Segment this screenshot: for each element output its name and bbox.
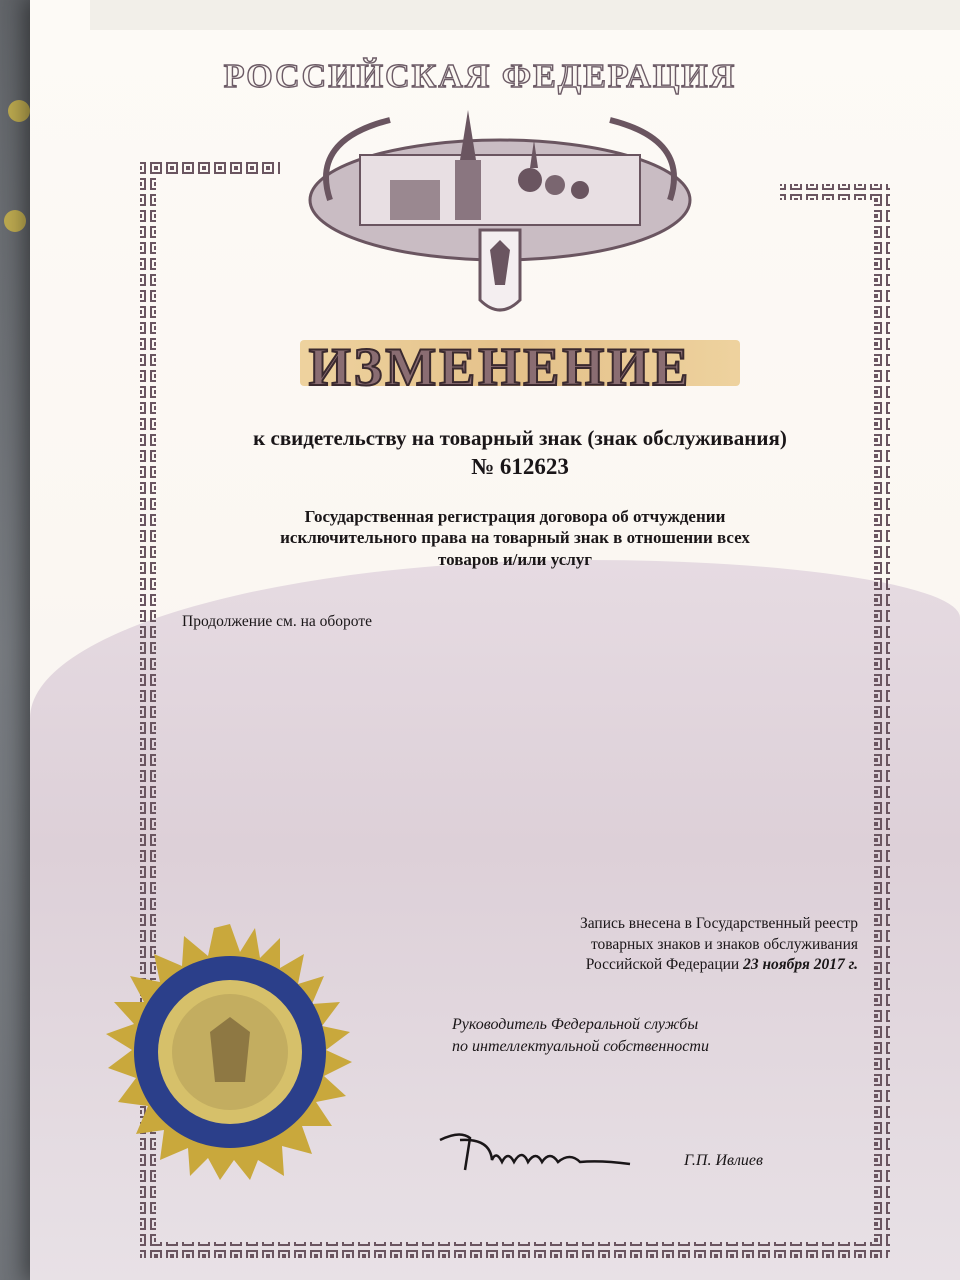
- document-title: ИЗМЕНЕНИЕ: [308, 337, 692, 397]
- registry-entry: [478, 914, 858, 976]
- registry-country: Российской Федерации: [585, 956, 740, 974]
- description-line: исключительного права на товарный знак в отношении всех: [280, 528, 750, 548]
- head-position: [452, 1014, 812, 1059]
- registry-line: товарных знаков и знаков обслуживания: [590, 935, 858, 953]
- head-line: Руководитель Федеральной службы: [452, 1016, 699, 1033]
- registry-date: 23 ноября 2017 г.: [743, 956, 858, 974]
- kremlin-emblem-icon: [290, 100, 710, 340]
- country-header: РОССИЙСКАЯ ФЕДЕРАЦИЯ: [223, 58, 737, 95]
- underlying-page: [90, 0, 960, 30]
- description-line: товаров и/или услуг: [437, 549, 593, 569]
- continuation-note: Продолжение см. на обороте: [182, 613, 372, 630]
- handwritten-signature: [430, 1120, 640, 1180]
- head-line: по интеллектуальной собственности: [452, 1038, 709, 1056]
- registry-line: Запись внесена в Государственный реестр: [579, 915, 858, 932]
- subtitle: к свидетельству на товарный знак (знак обслуживания): [253, 426, 787, 450]
- certificate-number: № 612623: [471, 454, 569, 479]
- description-line: Государственная регистрация договора об отчуждении: [304, 507, 726, 526]
- official-seal-icon: [100, 922, 360, 1182]
- signatory-name: Г.П. Ивлиев: [684, 1152, 763, 1169]
- description: [200, 506, 830, 570]
- registry-line: [478, 955, 858, 976]
